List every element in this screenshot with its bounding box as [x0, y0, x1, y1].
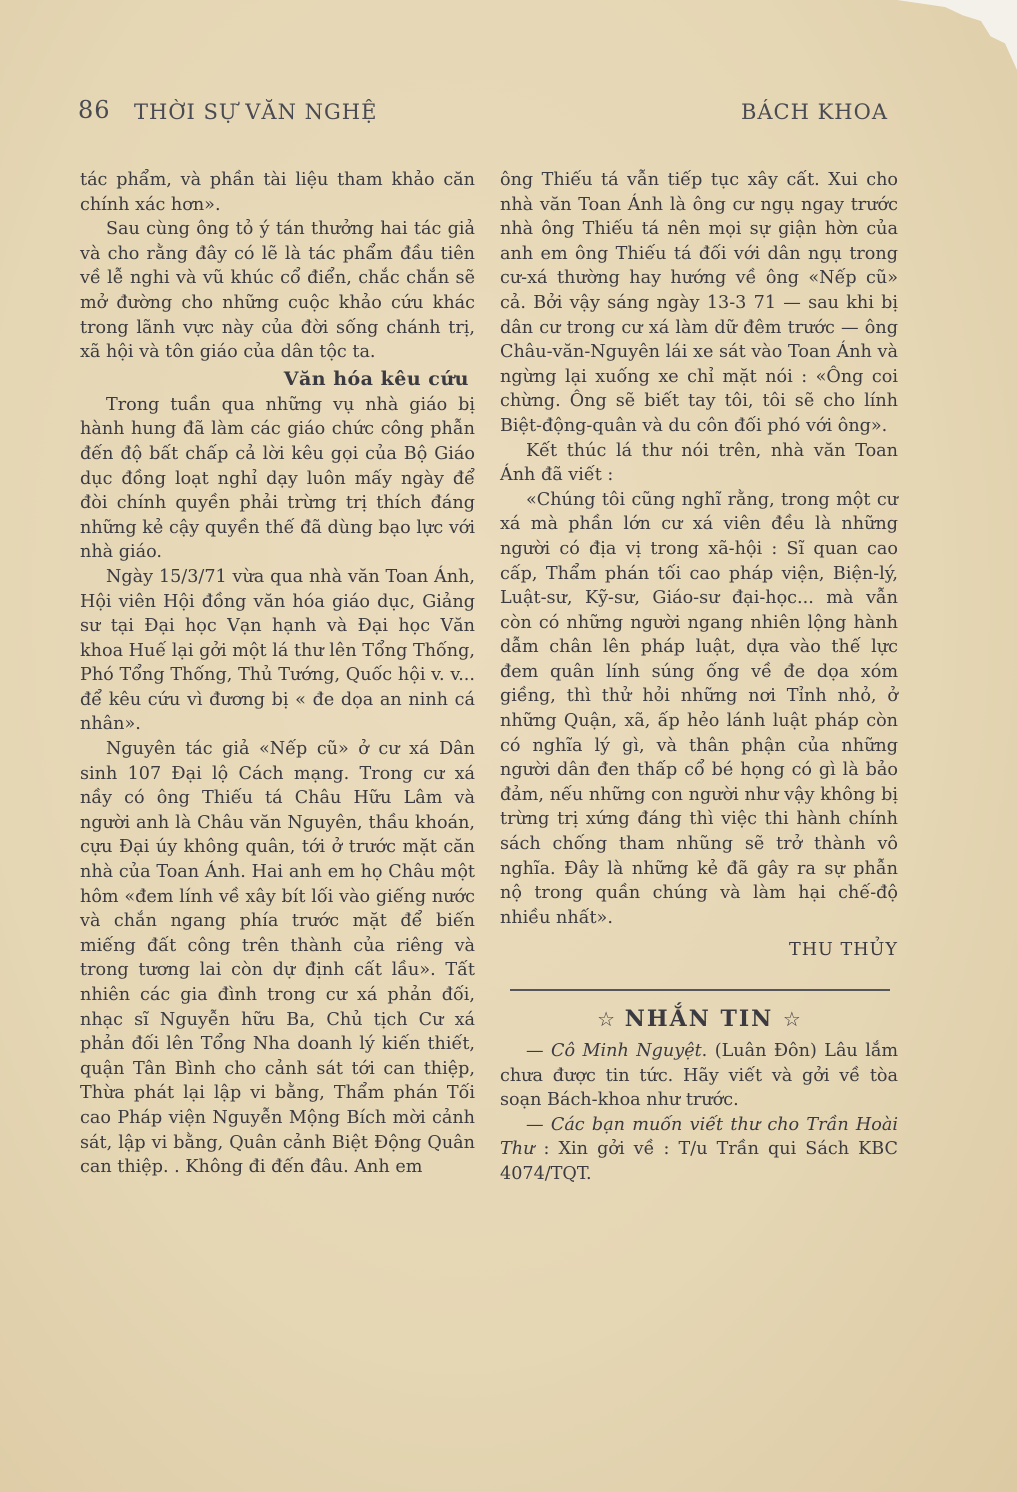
quote-paragraph: «Chúng tôi cũng nghĩ rằng, trong một cư xá mà phần lớn cư xá viên đều là những người có địa vị trong xã-hội : Sĩ quan cao cấp, Thẩm phán tối cao pháp viện, Biện-lý, Luật-sư, Kỹ-sư, Giáo-sư đại-học... mà vẫn còn có những người ngang nhiên lộng hành dẫm chân lên pháp luật, dựa vào thế lực đem quân lính súng ống về đe dọa xóm giềng, thì thử hỏi những nơi Tỉnh nhỏ, ở những Quận, xã, ấp hẻo lánh luật pháp còn có nghĩa lý gì, và thân phận của những người dân đen thấp cổ bé họng có gì là bảo đảm, nếu những con người như vậy không bị trừng trị xứng đáng thì việc thi hành chính sách chống tham nhũng sẽ trở thành vô nghĩa. Đây là những kẻ đã gây ra sự phẫn nộ trong quần chúng và làm hại chế-độ nhiều nhất».	[500, 489, 898, 928]
notice-item	[500, 1113, 898, 1187]
author-signature: THU THỦY	[788, 940, 898, 961]
page-number: 86	[78, 96, 111, 124]
right-column	[500, 168, 898, 1187]
page-header	[78, 96, 888, 132]
magazine-name: BÁCH KHOA	[740, 100, 888, 124]
paragraph: ông Thiếu tá vẫn tiếp tục xây cất. Xui cho nhà văn Toan Ánh là ông cư ngụ ngay trước nhà ông Thiếu tá nên mọi sự giận hờn của anh em ông Thiếu tá đối với dân ngụ trong cư-xá thường hay hướng về ông «Nếp cũ» cả. Bởi vậy sáng ngày 13-3 71 — sau khi bị dân cư trong cư xá làm dữ đêm trước — ông Châu-văn-Nguyên lái xe sát vào Toan Ánh và ngừng lại xuống xe chỉ mặt nói : «Ông coi chừng. Ông sẽ biết tay tôi, tôi sẽ cho lính Biệt-động-quân và du côn đối phó với ông».	[500, 170, 898, 436]
notice-text: . (Luân Đôn) Lâu lắm chưa được tin tức. Hãy viết và gởi về tòa soạn Bách-khoa như trước.	[500, 1041, 898, 1111]
notice-recipient: — Cô Minh Nguyệt	[526, 1041, 702, 1061]
notice-title: NHẮN TIN	[624, 1006, 774, 1032]
divider	[510, 989, 890, 991]
paragraph: tác phẩm, và phần tài liệu tham khảo căn chính xác hơn».	[80, 170, 475, 215]
torn-corner	[897, 0, 1017, 70]
running-head: THỜI SỰ VĂN NGHỆ	[134, 100, 378, 124]
paragraph: Kết thúc lá thư nói trên, nhà văn Toan Ánh đã viết :	[500, 440, 898, 486]
paragraph: Sau cùng ông tỏ ý tán thưởng hai tác giả và cho rằng đây có lẽ là tác phẩm đầu tiên về lễ nghi và vũ khúc cổ điển, chắc chắn sẽ mở đường cho những cuộc khảo cứu khác trong lãnh vực này của đời sống chánh trị, xã hội và tôn giáo của dân tộc ta.	[80, 219, 475, 363]
paragraph: Trong tuần qua những vụ nhà giáo bị hành hung đã làm các giáo chức công phẫn đến độ bất chấp cả lời kêu gọi của Bộ Giáo dục đồng loạt nghỉ dạy luôn mấy ngày để đòi chính quyền phải trừng trị thích đáng những kẻ cậy quyền thế đã dùng bạo lực với nhà giáo.	[80, 394, 475, 563]
notice-item	[500, 1039, 898, 1113]
star-icon: ☆	[782, 1007, 801, 1031]
left-column	[80, 168, 475, 1180]
notice-heading	[500, 1005, 898, 1033]
notice-text: : Xin gởi về : T/u Trần qui Sách KBC 4074/TQT.	[500, 1139, 898, 1184]
paragraph: Ngày 15/3/71 vừa qua nhà văn Toan Ánh, Hội viên Hội đồng văn hóa giáo dục, Giảng sư tại Đại học Vạn hạnh và Đại học Văn khoa Huế lại gởi một lá thư lên Tổng Thống, Phó Tổng Thống, Thủ Tướng, Quốc hội v. v... để kêu cứu vì đương bị « đe dọa an ninh cá nhân».	[80, 566, 475, 735]
section-heading: Văn hóa kêu cứu	[283, 367, 469, 390]
paragraph: Nguyên tác giả «Nếp cũ» ở cư xá Dân sinh 107 Đại lộ Cách mạng. Trong cư xá nầy có ông Thiếu tá Châu Hữu Lâm và người anh là Châu văn Nguyên, thầu khoán, cựu Đại úy không quân, tới ở trước mặt căn nhà của Toan Ánh. Hai anh em họ Châu một hôm «đem lính về xây bít lối vào giếng nước và chắn ngang phía trước mặt để biến miếng đất công trên thành của riêng và trong tương lai còn dự định cất lầu». Tất nhiên các gia đình trong cư xá phản đối, nhạc sĩ Nguyễn hữu Ba, Chủ tịch Cư xá phản đối lên Tổng Nha doanh lý kiến thiết, quận Tân Bình cho cảnh sát tới can thiệp, Thừa phát lại lập vi bằng, Thẩm phán Tối cao Pháp viện Nguyễn Mộng Bích mời cảnh sát, lập vi bằng, Quân cảnh Biệt Động Quân can thiệp. . Không đi đến đâu. Anh em	[80, 739, 475, 1178]
star-icon: ☆	[597, 1007, 616, 1031]
notice-recipient: — Các bạn muốn viết thư cho Trần Hoài Thư	[500, 1114, 898, 1160]
